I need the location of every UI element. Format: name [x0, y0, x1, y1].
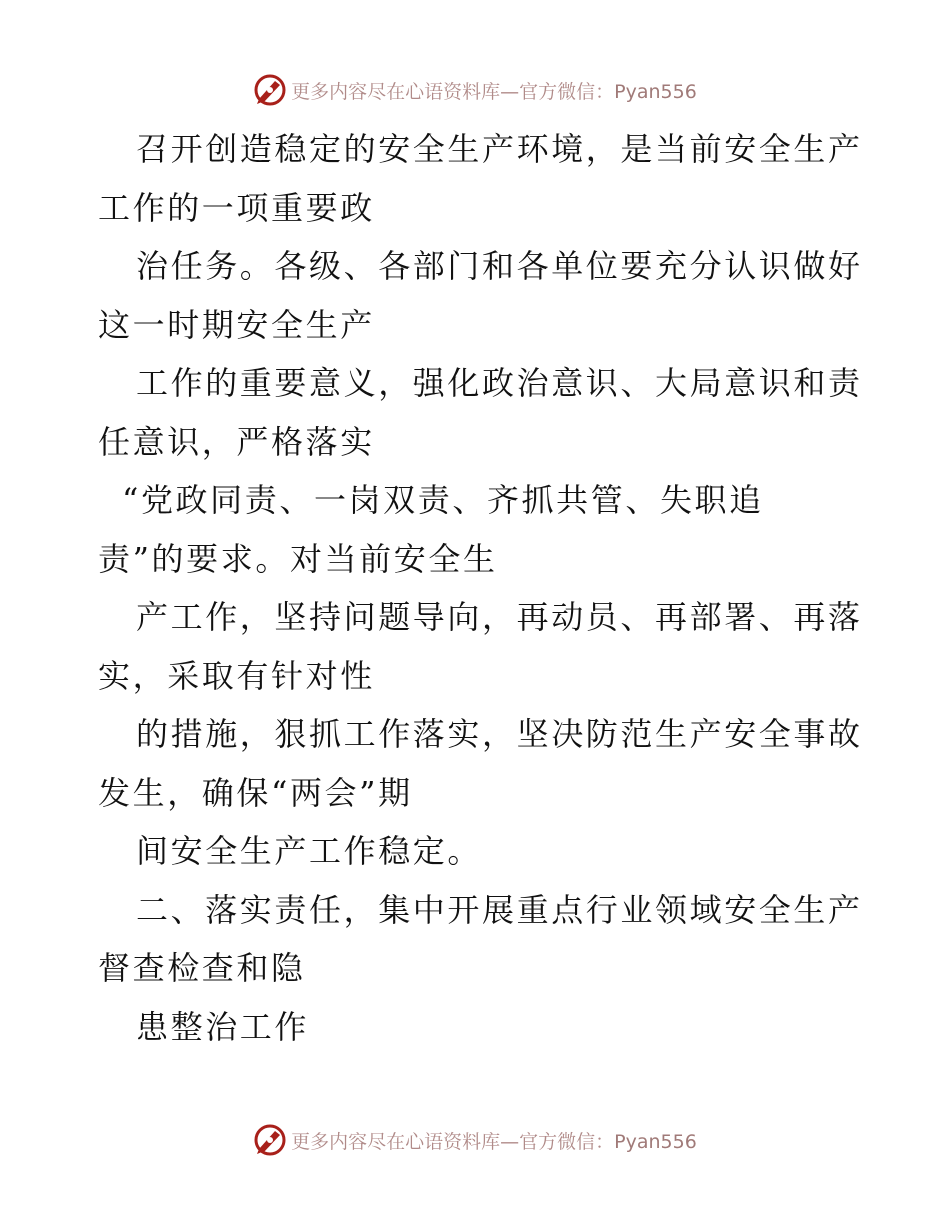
body-line: “党政同责、一岗双责、齐抓共管、失职追: [122, 481, 764, 519]
section-heading-continued: 督查检查和隐: [98, 949, 306, 987]
pen-logo-icon: [253, 1123, 287, 1157]
body-line: 召开创造稳定的安全生产环境，是当前安全生产: [136, 130, 863, 168]
header-wechat-id: Pyan556: [614, 80, 697, 103]
body-line: 这一时期安全生产: [98, 305, 375, 344]
footer-watermark-text: 更多内容尽在心语资料库—官方微信：: [291, 1130, 615, 1153]
footer-watermark: [0, 1122, 950, 1158]
body-line: 任意识，严格落实: [98, 422, 375, 461]
body-line: 发生，确保“两会”期: [98, 773, 413, 812]
body-line: 责”的要求。对当前安全生: [98, 539, 498, 578]
pen-logo-icon: [253, 73, 287, 107]
body-line: 治任务。各级、各部门和各单位要充分认识做好: [136, 247, 863, 285]
body-line: 的措施，狠抓工作落实，坚决防范生产安全事故: [136, 715, 863, 753]
footer-wechat-id: Pyan556: [614, 1130, 697, 1153]
section-heading-continued: 患整治工作: [136, 1007, 310, 1046]
header-watermark: [0, 72, 950, 108]
body-line: 间安全生产工作稳定。: [136, 832, 483, 870]
section-heading: 二、落实责任，集中开展重点行业领域安全生产: [136, 890, 863, 929]
header-watermark-text: 更多内容尽在心语资料库—官方微信：: [291, 80, 615, 103]
body-line: 工作的重要意义，强化政治意识、大局意识和责: [136, 364, 863, 402]
document-body: [98, 120, 863, 1056]
body-line: 实，采取有针对性: [98, 656, 375, 695]
body-line: 工作的一项重要政: [98, 188, 375, 227]
body-line: 产工作，坚持问题导向，再动员、再部署、再落: [136, 598, 863, 636]
